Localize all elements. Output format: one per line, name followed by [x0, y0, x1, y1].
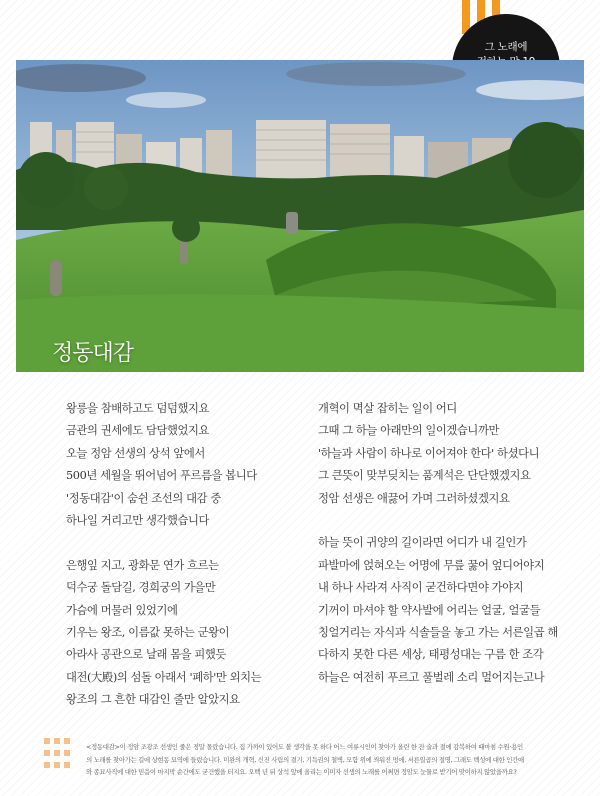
footnote-line: 의 노래를 찾아가는 길에 상현동 묘역에 들렀습니다. 미완의 개혁, 신진 사림의 결기, 기득권의 철벽, 모함 위에 씌워진 멍에, 서른일곱의 절명, 그래도 백성에 대한 인간애 [86, 755, 524, 764]
poem-line: 기꺼이 마셔야 할 약사발에 어리는 얼굴, 얼굴들 [318, 603, 541, 617]
poem-stanza [318, 398, 558, 510]
author-footnote [86, 741, 592, 779]
poem-line: 500년 세월을 뛰어넘어 푸르름을 봅니다 [66, 469, 257, 483]
poem-left-column [66, 398, 261, 712]
poem-line: 오늘 정암 선생의 상석 앞에서 [66, 446, 205, 460]
poem-line: 덕수궁 돌담길, 경희궁의 가을만 [66, 581, 216, 595]
stone-statue-left [50, 260, 62, 296]
poem-right-column [318, 398, 558, 689]
footnote-line: 와 종묘사직에 대한 믿음이 마지막 순간에도 굳건했을 터지요. 오백 년 뒤 상석 앞에 올리는 이미자 선생의 노래를 어쩌면 정암도 눈물로 받기어 맞이하지 않았을까요? [86, 768, 517, 776]
poem-line: 내 하나 사라져 사직이 굳건하다면야 가야지 [318, 581, 524, 595]
poem-line: 금관의 권세에도 담담했었지요 [66, 424, 210, 438]
landscape-illustration [16, 60, 584, 372]
poem-line: 하늘 뜻이 귀양의 길이라면 어디가 내 길인가 [318, 536, 527, 550]
photo-caption: 정동대감 [52, 341, 134, 366]
poem-line: 파발마에 얹혀오는 어명에 무릎 꿇어 엎디어야지 [318, 558, 545, 572]
poem-line: 개혁이 멱살 잡히는 일이 어디 [318, 402, 457, 415]
poem-line: 은행잎 지고, 광화문 연가 흐르는 [66, 558, 219, 572]
poem-line: 기우는 왕조, 이름값 못하는 군왕이 [66, 626, 230, 640]
poem-line: 왕조의 그 흔한 대감인 줄만 알았지요 [66, 693, 240, 707]
poem-line: 하늘은 여전히 푸르고 풀벌레 소리 멀어지는고나 [318, 670, 545, 684]
poem-line: 대전(大殿)의 섬돌 아래서 '폐하'만 외치는 [66, 670, 262, 684]
poem-line: 왕릉을 참배하고도 덤덤했지요 [66, 402, 210, 415]
poem-line: 하나일 거리고만 생각했습니다 [66, 514, 210, 528]
footnote-marker [44, 738, 80, 778]
poem-line: 칭얼거리는 자식과 식솔들을 놓고 가는 서른일곱 해 [318, 626, 558, 640]
poem-line: '정동대감'이 숨쉰 조선의 대감 중 [66, 491, 221, 505]
poem-stanza [66, 555, 261, 712]
poem-line: 가슴에 머물러 있었기에 [66, 603, 178, 617]
poem-stanza [318, 532, 558, 689]
poem-line: 정암 선생은 애끓어 가며 그러하셨겠지요 [318, 491, 510, 505]
poem-line: 다하지 못한 다른 세상, 태평성대는 구름 한 조각 [318, 648, 544, 662]
tomb-photo [16, 60, 584, 372]
poem-stanza [66, 398, 261, 532]
poem-line: '하늘과 사람이 하나로 이어져야 한다' 하셨다니 [318, 446, 540, 460]
stone-tablet [286, 212, 298, 234]
poem-line: 그때 그 하늘 아래만의 일이겠습니까만 [318, 424, 499, 438]
series-title: 그 노래에 [484, 41, 528, 53]
poem-line: 그 큰뜻이 맞부딪치는 품계석은 단단했겠지요 [318, 469, 531, 483]
footnote-line: <정동대감>이 정암 조광조 선생인 줄은 정말 몰랐습니다. 집 가까이 있어도 볼 생각을 못 하다 어느 여류시인이 찾아가 올린 한 잔 술과 절에 감복하여 때마침 수원·용인 [86, 743, 523, 751]
poem-line: 아라사 공관으로 날래 몸을 피했듯 [66, 648, 226, 662]
